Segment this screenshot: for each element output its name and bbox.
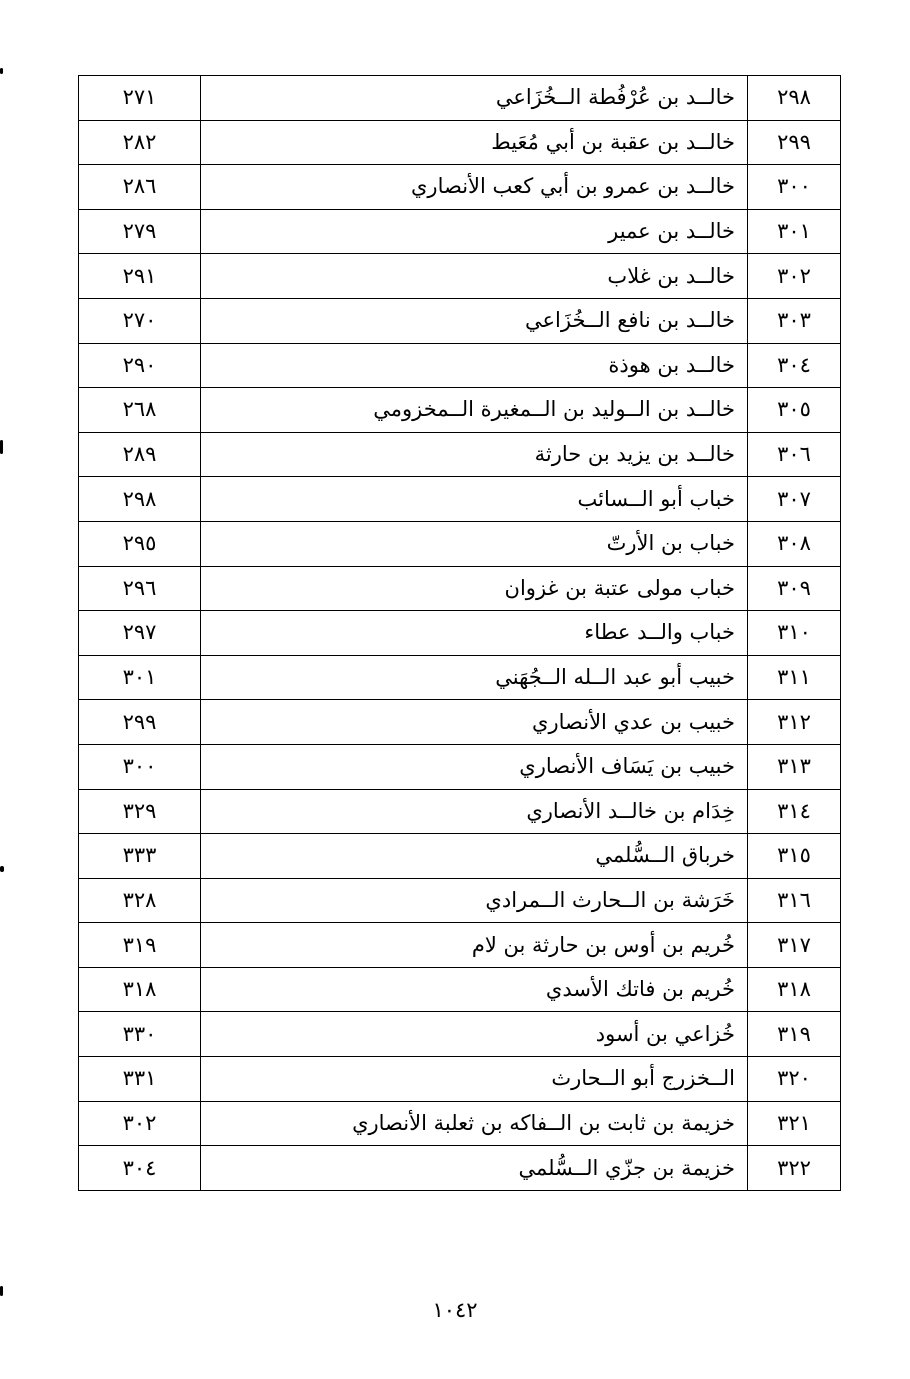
table-row <box>79 165 841 210</box>
entry-page: ٢٩٨ <box>79 477 201 522</box>
entry-number: ٣١١ <box>748 655 841 700</box>
entry-page: ٣٠٤ <box>79 1146 201 1191</box>
scan-mark <box>0 1286 3 1296</box>
entry-number: ٣٠١ <box>748 209 841 254</box>
entry-name: خبيب بن عدي الأنصاري <box>201 700 748 745</box>
entry-name: خُريم بن فاتك الأسدي <box>201 967 748 1012</box>
table-row <box>79 744 841 789</box>
entry-page: ٣٢٩ <box>79 789 201 834</box>
table-row <box>79 700 841 745</box>
entry-number: ٣٠٤ <box>748 343 841 388</box>
entry-number: ٣١٥ <box>748 834 841 879</box>
entry-name: خالــد بن غلاب <box>201 254 748 299</box>
entry-number: ٣٢٢ <box>748 1146 841 1191</box>
entry-name: خبيب بن يَسَاف الأنصاري <box>201 744 748 789</box>
table-row <box>79 209 841 254</box>
entry-number: ٣٠٧ <box>748 477 841 522</box>
entry-number: ٣١٧ <box>748 923 841 968</box>
entry-name: خالــد بن عقبة بن أبي مُعَيط <box>201 120 748 165</box>
entry-page: ٢٩٥ <box>79 521 201 566</box>
table-row <box>79 76 841 121</box>
entry-page: ٢٩٧ <box>79 611 201 656</box>
entry-name: خباب بن الأرتّ <box>201 521 748 566</box>
table-row <box>79 967 841 1012</box>
table-row <box>79 611 841 656</box>
table-row <box>79 566 841 611</box>
entry-page: ٢٧٠ <box>79 298 201 343</box>
entry-page: ٢٩٠ <box>79 343 201 388</box>
table-row <box>79 834 841 879</box>
entry-page: ٣٣١ <box>79 1057 201 1102</box>
table-row <box>79 477 841 522</box>
table-row <box>79 120 841 165</box>
table-row <box>79 655 841 700</box>
scan-mark <box>0 68 3 74</box>
entry-number: ٣١٩ <box>748 1012 841 1057</box>
entry-number: ٣٢١ <box>748 1101 841 1146</box>
entry-number: ٣١٣ <box>748 744 841 789</box>
entry-name: خُريم بن أوس بن حارثة بن لام <box>201 923 748 968</box>
entry-name: خِدَام بن خالــد الأنصاري <box>201 789 748 834</box>
entry-page: ٣١٨ <box>79 967 201 1012</box>
scan-mark <box>0 866 4 872</box>
entry-name: خَرَشة بن الــحارث الــمرادي <box>201 878 748 923</box>
entry-name: خالــد بن عمرو بن أبي كعب الأنصاري <box>201 165 748 210</box>
table-row <box>79 343 841 388</box>
table-row <box>79 789 841 834</box>
entry-name: خباب والــد عطاء <box>201 611 748 656</box>
entry-name: خالــد بن الــوليد بن الــمغيرة الــمخزومي <box>201 388 748 433</box>
entry-number: ٣٠٩ <box>748 566 841 611</box>
entry-page: ٢٦٨ <box>79 388 201 433</box>
scan-mark <box>0 440 3 454</box>
page-number: ١٠٤٢ <box>432 1298 478 1322</box>
table-row <box>79 432 841 477</box>
entry-number: ٢٩٨ <box>748 76 841 121</box>
entry-number: ٣١٤ <box>748 789 841 834</box>
table-row <box>79 1101 841 1146</box>
entry-name: خالــد بن عمير <box>201 209 748 254</box>
entry-name: خرباق الــسُّلمي <box>201 834 748 879</box>
entry-name: خزيمة بن جزّي الــسُّلمي <box>201 1146 748 1191</box>
table-row <box>79 1012 841 1057</box>
entry-number: ٣١٢ <box>748 700 841 745</box>
entry-page: ٣٠١ <box>79 655 201 700</box>
table-row <box>79 923 841 968</box>
entry-page: ٢٧١ <box>79 76 201 121</box>
table-row <box>79 298 841 343</box>
entry-name: خالــد بن هوذة <box>201 343 748 388</box>
entry-number: ٣١٨ <box>748 967 841 1012</box>
entry-name: خالــد بن عُرْفُطة الــخُزَاعي <box>201 76 748 121</box>
entry-page: ٢٩٩ <box>79 700 201 745</box>
entry-name: خباب مولى عتبة بن غزوان <box>201 566 748 611</box>
entry-page: ٣٣٠ <box>79 1012 201 1057</box>
entry-page: ٢٨٦ <box>79 165 201 210</box>
table-row <box>79 1146 841 1191</box>
entry-number: ٣٢٠ <box>748 1057 841 1102</box>
table-row <box>79 878 841 923</box>
entry-page: ٢٧٩ <box>79 209 201 254</box>
entry-page: ٣٣٣ <box>79 834 201 879</box>
index-table <box>78 75 841 1191</box>
entry-number: ٣٠٢ <box>748 254 841 299</box>
entry-number: ٣٠٠ <box>748 165 841 210</box>
entry-page: ٢٩٦ <box>79 566 201 611</box>
entry-number: ٢٩٩ <box>748 120 841 165</box>
entry-page: ٢٨٢ <box>79 120 201 165</box>
entry-number: ٣١٠ <box>748 611 841 656</box>
entry-name: خُزاعي بن أسود <box>201 1012 748 1057</box>
entry-page: ٣١٩ <box>79 923 201 968</box>
entry-page: ٢٨٩ <box>79 432 201 477</box>
table-body <box>79 76 841 1191</box>
entry-name: خباب أبو الــسائب <box>201 477 748 522</box>
entry-name: الــخزرج أبو الــحارث <box>201 1057 748 1102</box>
entry-number: ٣١٦ <box>748 878 841 923</box>
entry-name: خزيمة بن ثابت بن الــفاكه بن ثعلبة الأنصاري <box>201 1101 748 1146</box>
table-row <box>79 521 841 566</box>
table-row <box>79 254 841 299</box>
entry-name: خالــد بن نافع الــخُزَاعي <box>201 298 748 343</box>
entry-page: ٣٠٠ <box>79 744 201 789</box>
entry-number: ٣٠٨ <box>748 521 841 566</box>
entry-page: ٣٠٢ <box>79 1101 201 1146</box>
entry-number: ٣٠٣ <box>748 298 841 343</box>
entry-number: ٣٠٥ <box>748 388 841 433</box>
table-row <box>79 388 841 433</box>
entry-page: ٣٢٨ <box>79 878 201 923</box>
entry-name: خبيب أبو عبد الــله الــجُهَني <box>201 655 748 700</box>
entry-page: ٢٩١ <box>79 254 201 299</box>
table-row <box>79 1057 841 1102</box>
entry-number: ٣٠٦ <box>748 432 841 477</box>
entry-name: خالــد بن يزيد بن حارثة <box>201 432 748 477</box>
